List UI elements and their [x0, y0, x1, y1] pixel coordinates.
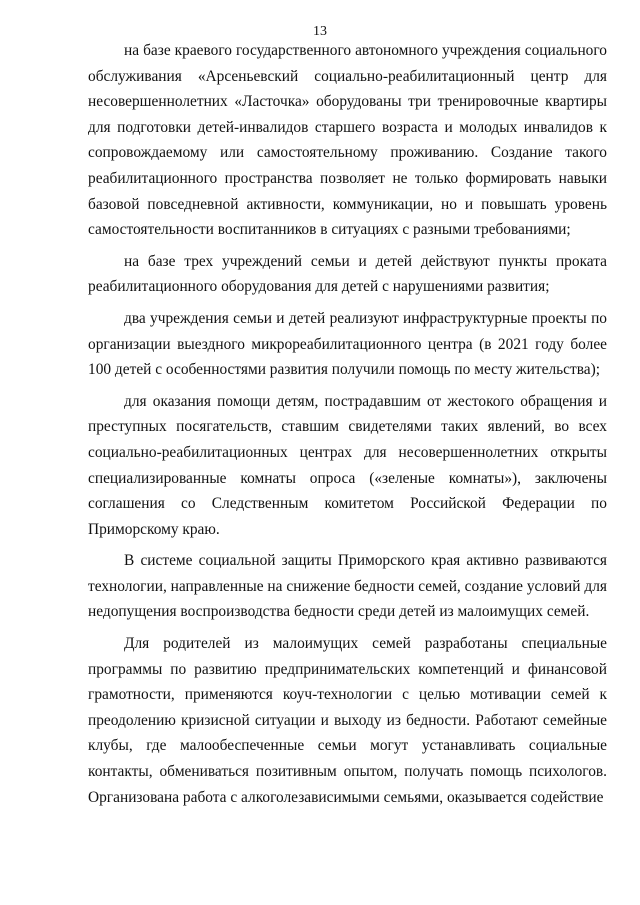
paragraph-parent-programs: Для родителей из малоимущих семей разработаны специальные программы по развитию предпринимательских компетенций и финансовой грамотности, применяются коуч-технологии с целью мотивации семей к преодолению кризисной ситуации и выходу из бедности. Работают семейные клубы, где малообеспеченные семьи могут устанавливать социальные контакты, обмениваться позитивным опытом, получать помощь психологов. Организована работа с алкоголезависимыми семьями, оказывается содействие — [88, 635, 607, 806]
paragraph-poverty-technologies: В системе социальной защиты Приморского края активно развиваются технологии, направленные на снижение бедности семей, создание условий для недопущения воспроизводства бедности среди детей из малоимущих семей. — [88, 552, 607, 621]
paragraph-green-rooms: для оказания помощи детям, пострадавшим от жестокого обращения и преступных посягательств, ставшим свидетелями таких явлений, во всех социально-реабилитационных центрах для несовершеннолетних открыты специализированные комнаты опроса («зеленые комнаты»), заключены соглашения со Следственным комитетом Российской Федерации по Приморскому краю. — [88, 392, 607, 538]
paragraph-training-apartments: на базе краевого государственного автономного учреждения социального обслуживания «Арсеньевский социально-реабилитационный центр для несовершеннолетних «Ласточка» оборудованы три тренировочные квартиры для подготовки детей-инвалидов старшего возраста и молодых инвалидов к сопровождаемому или самостоятельному проживанию. Создание такого реабилитационного пространства позволяет не только формировать навыки базовой повседневной активности, коммуникации, но и повышать уровень самостоятельности воспитанников в ситуациях с разными требованиями; — [88, 42, 607, 239]
page-number: 13 — [313, 24, 327, 39]
paragraph-mobile-center: два учреждения семьи и детей реализуют инфраструктурные проекты по организации выездного микрореабилитационного центра (в 2021 году более 100 детей с особенностями развития получили помощь по месту жительства); — [88, 309, 607, 379]
paragraph-equipment-rental: на базе трех учреждений семьи и детей действуют пункты проката реабилитационного оборудования для детей с нарушениями развития; — [88, 252, 607, 296]
body-text — [88, 38, 607, 810]
